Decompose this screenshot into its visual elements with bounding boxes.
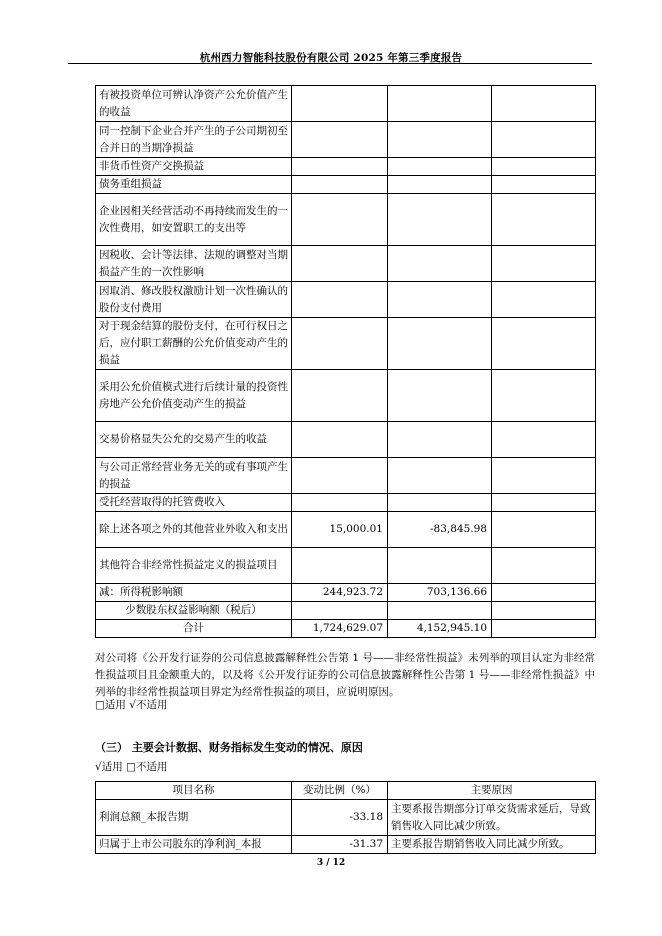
row-value-current-cell [292,422,388,458]
table-row [96,548,596,584]
row-value-ytd-cell [388,318,492,370]
row-item-cell: 对于现金结算的股份支付，在可行权日之后，应付职工薪酬的公允价值变动产生的损益 [96,318,292,370]
row-value-current-cell [292,370,388,422]
row-note-cell [492,458,596,494]
table-row [96,158,596,176]
table-row [96,176,596,194]
table-row [96,602,596,620]
row-value-ytd-cell [388,422,492,458]
table-row [96,370,596,422]
row-note-cell [492,512,596,548]
table-row [96,194,596,246]
row-value-ytd-cell [388,458,492,494]
table-row [96,836,596,854]
row-value-current-cell [292,176,388,194]
item-name-cell: 归属于上市公司股东的净利润_本报 [96,836,292,854]
applicability-check-2: √适用 □不适用 [95,761,168,773]
change-ratio-cell: -31.37 [292,836,388,854]
row-value-current-cell: 15,000.01 [292,512,388,548]
row-item-cell: 同一控制下企业合并产生的子公司期初至合并日的当期净损益 [96,122,292,158]
table-row [96,282,596,318]
row-item-cell: 减：所得税影响额 [96,584,292,602]
row-value-current-cell [292,318,388,370]
row-note-cell [492,194,596,246]
page-header: 杭州西力智能科技股份有限公司 2025 年第三季度报告 [199,52,463,64]
column-header: 主要原因 [388,782,596,800]
header-rule [68,63,592,64]
table-row [96,512,596,548]
row-value-current-cell [292,548,388,584]
table-row [96,318,596,370]
table-row [96,86,596,122]
row-value-current-cell [292,282,388,318]
main-reason-cell: 主要系报告期销售收入同比减少所致。 [388,836,596,854]
table-row [96,122,596,158]
row-value-ytd-cell [388,158,492,176]
main-reason-cell: 主要系报告期部分订单交货需求延后，导致销售收入同比减少所致。 [388,800,596,836]
row-note-cell [492,602,596,620]
row-note-cell [492,176,596,194]
row-note-cell [492,86,596,122]
row-item-cell: 因税收、会计等法律、法规的调整对当期损益产生的一次性影响 [96,246,292,282]
table-header-row [96,782,596,800]
row-item-cell: 债务重组损益 [96,176,292,194]
row-note-cell [492,122,596,158]
table-row [96,800,596,836]
row-value-ytd-cell [388,370,492,422]
row-item-cell: 除上述各项之外的其他营业外收入和支出 [96,512,292,548]
row-value-current-cell [292,122,388,158]
row-value-current-cell [292,194,388,246]
row-note-cell [492,584,596,602]
row-item-cell: 少数股东权益影响额（税后） [96,602,292,620]
section-title: （三） 主要会计数据、财务指标发生变动的情况、原因 [95,741,363,754]
row-item-cell: 其他符合非经常性损益定义的损益项目 [96,548,292,584]
row-value-ytd-cell [388,176,492,194]
row-item-cell: 企业因相关经营活动不再持续而发生的一次性费用，如安置职工的支出等 [96,194,292,246]
row-value-ytd-cell [388,602,492,620]
row-value-ytd-cell [388,246,492,282]
row-note-cell [492,370,596,422]
row-value-current-cell: 244,923.72 [292,584,388,602]
row-value-current-cell [292,494,388,512]
column-header: 项目名称 [96,782,292,800]
applicability-check-1: □适用 √不适用 [95,699,168,711]
row-item-cell: 非货币性资产交换损益 [96,158,292,176]
item-name-cell: 利润总额_本报告期 [96,800,292,836]
row-item-cell: 受托经营取得的托管费收入 [96,494,292,512]
row-item-cell: 交易价格显失公允的交易产生的收益 [96,422,292,458]
note-paragraph: 对公司将《公开发行证券的公司信息披露解释性公告第 1 号——非经常性损益》未列举的项目认定为非经常性损益项目且金额重大的，以及将《公开发行证券的公司信息披露解释性公告第 1 号——非经常性损益》中列举的非经常性损益项目界定为经常性损益的项目，应说明原因。 [95,652,595,698]
row-item-cell: 与公司正常经营业务无关的或有事项产生的损益 [96,458,292,494]
table-row [96,584,596,602]
column-header: 变动比例（%） [292,782,388,800]
row-item-cell: 因取消、修改股权激励计划一次性确认的股份支付费用 [96,282,292,318]
page-number: 3 / 12 [316,858,346,868]
row-value-current-cell [292,86,388,122]
row-value-current-cell [292,602,388,620]
row-note-cell [492,158,596,176]
table-row [96,494,596,512]
table-row [96,246,596,282]
row-value-current-cell [292,158,388,176]
row-value-ytd-cell [388,548,492,584]
row-value-current-cell [292,246,388,282]
row-value-current-cell [292,458,388,494]
row-note-cell [492,318,596,370]
row-item-cell: 采用公允价值模式进行后续计量的投资性房地产公允价值变动产生的损益 [96,370,292,422]
row-note-cell [492,548,596,584]
row-note-cell [492,282,596,318]
change-ratio-cell: -33.18 [292,800,388,836]
row-value-ytd-cell: 4,152,945.10 [388,620,492,638]
row-note-cell [492,246,596,282]
row-value-ytd-cell: 703,136.66 [388,584,492,602]
row-value-ytd-cell: -83,845.98 [388,512,492,548]
row-item-cell: 合计 [96,620,292,638]
table-row [96,422,596,458]
row-note-cell [492,422,596,458]
row-value-ytd-cell [388,494,492,512]
row-value-ytd-cell [388,282,492,318]
change-reasons-table [95,781,596,854]
table-row [96,458,596,494]
row-note-cell [492,620,596,638]
table-row [96,620,596,638]
non-recurring-gains-table [95,85,596,638]
row-value-ytd-cell [388,194,492,246]
row-item-cell: 有被投资单位可辨认净资产公允价值产生的收益 [96,86,292,122]
row-value-ytd-cell [388,86,492,122]
row-note-cell [492,494,596,512]
row-value-ytd-cell [388,122,492,158]
row-value-current-cell: 1,724,629.07 [292,620,388,638]
